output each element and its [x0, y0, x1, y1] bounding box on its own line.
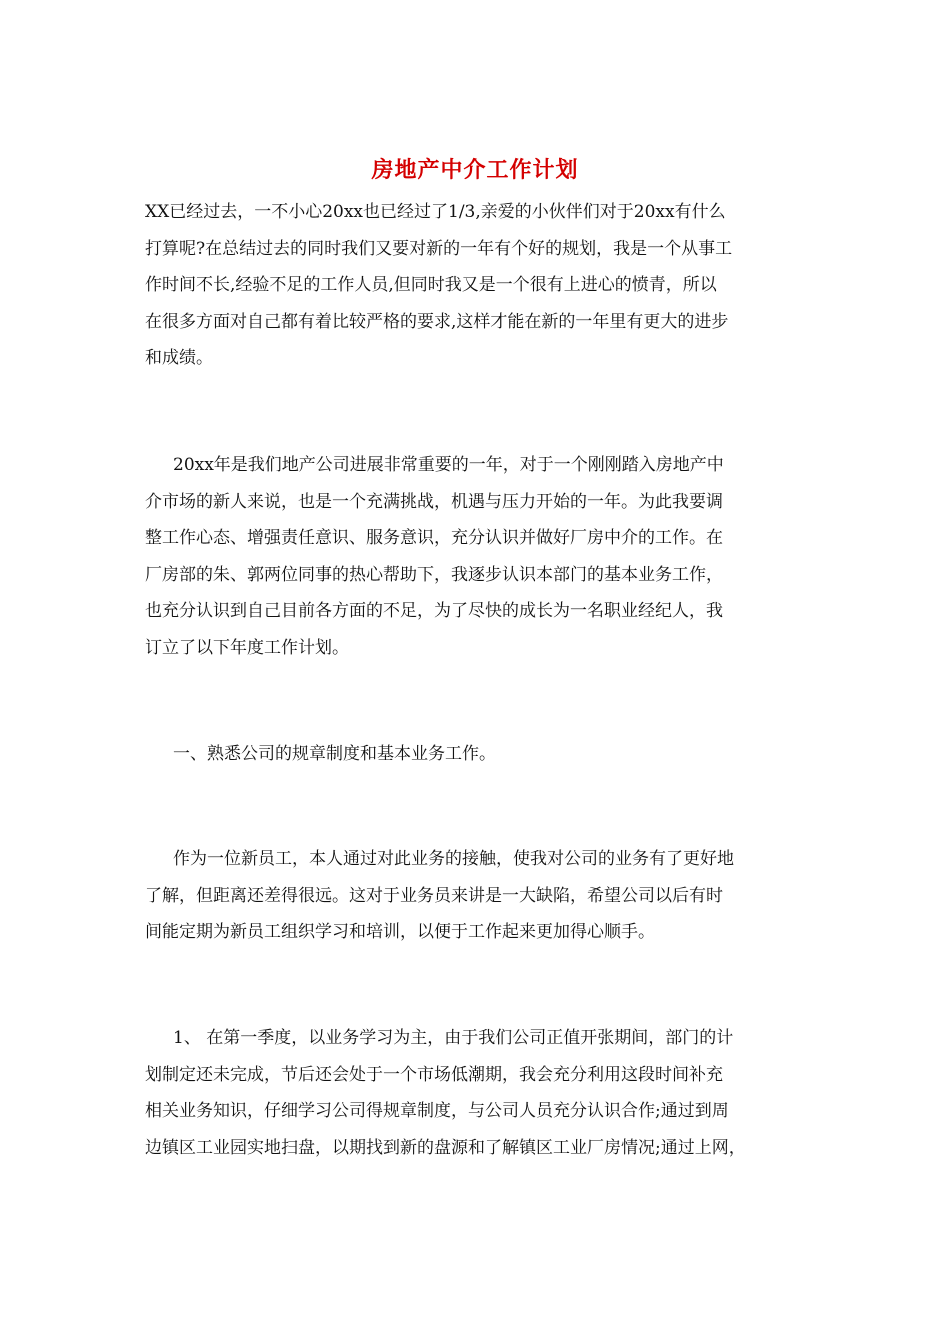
paragraph-line: 介市场的新人来说，也是一个充满挑战，机遇与压力开始的一年。为此我要调	[145, 491, 723, 512]
paragraph-new-employee	[145, 841, 825, 951]
paragraph-line: 整工作心态、增强责任意识、服务意识，充分认识并做好厂房中介的工作。在	[145, 528, 723, 548]
paragraph-line: 划制定还未完成，节后还会处于一个市场低潮期，我会充分利用这段时间补充	[145, 1064, 723, 1085]
paragraph-line: 和成绩。	[145, 348, 213, 368]
paragraph-intro	[145, 194, 825, 377]
paragraph-line: XX已经过去，一不小心20xx也已经过了1/3,亲爱的小伙伴们对于20xx有什么	[145, 202, 726, 222]
paragraph-first-quarter	[145, 1020, 825, 1166]
section-heading-text: 一、熟悉公司的规章制度和基本业务工作。	[173, 744, 496, 764]
paragraph-line: 边镇区工业园实地扫盘，以期找到新的盘源和了解镇区工业厂房情况;通过上网，	[145, 1137, 746, 1158]
paragraph-line: 间能定期为新员工组织学习和培训，以便于工作起来更加得心顺手。	[145, 922, 655, 942]
section-heading	[145, 736, 825, 773]
paragraph-line: 作时间不长,经验不足的工作人员,但同时我又是一个很有上进心的愤青，所以	[145, 275, 717, 295]
paragraph-year-overview	[145, 447, 825, 666]
paragraph-line: 在很多方面对自己都有着比较严格的要求,这样才能在新的一年里有更大的进步	[145, 311, 729, 332]
paragraph-line: 相关业务知识，仔细学习公司得规章制度，与公司人员充分认识合作;通过到周	[145, 1101, 729, 1121]
paragraph-line: 了解，但距离还差得很远。这对于业务员来讲是一大缺陷，希望公司以后有时	[145, 885, 723, 906]
paragraph-line: 作为一位新员工，本人通过对此业务的接触，使我对公司的业务有了更好地	[173, 849, 734, 869]
paragraph-line: 订立了以下年度工作计划。	[145, 637, 349, 658]
paragraph-line: 也充分认识到自己目前各方面的不足，为了尽快的成长为一名职业经纪人，我	[145, 601, 723, 621]
document-title: 房地产中介工作计划	[371, 157, 579, 183]
paragraph-line: 厂房部的朱、郭两位同事的热心帮助下，我逐步认识本部门的基本业务工作，	[145, 564, 723, 585]
paragraph-line: 20xx年是我们地产公司进展非常重要的一年，对于一个刚刚踏入房地产中	[173, 455, 724, 475]
paragraph-line: 打算呢?在总结过去的同时我们又要对新的一年有个好的规划，我是一个从事工	[145, 238, 733, 259]
paragraph-line: 1、 在第一季度，以业务学习为主，由于我们公司正值开张期间，部门的计	[173, 1028, 734, 1048]
